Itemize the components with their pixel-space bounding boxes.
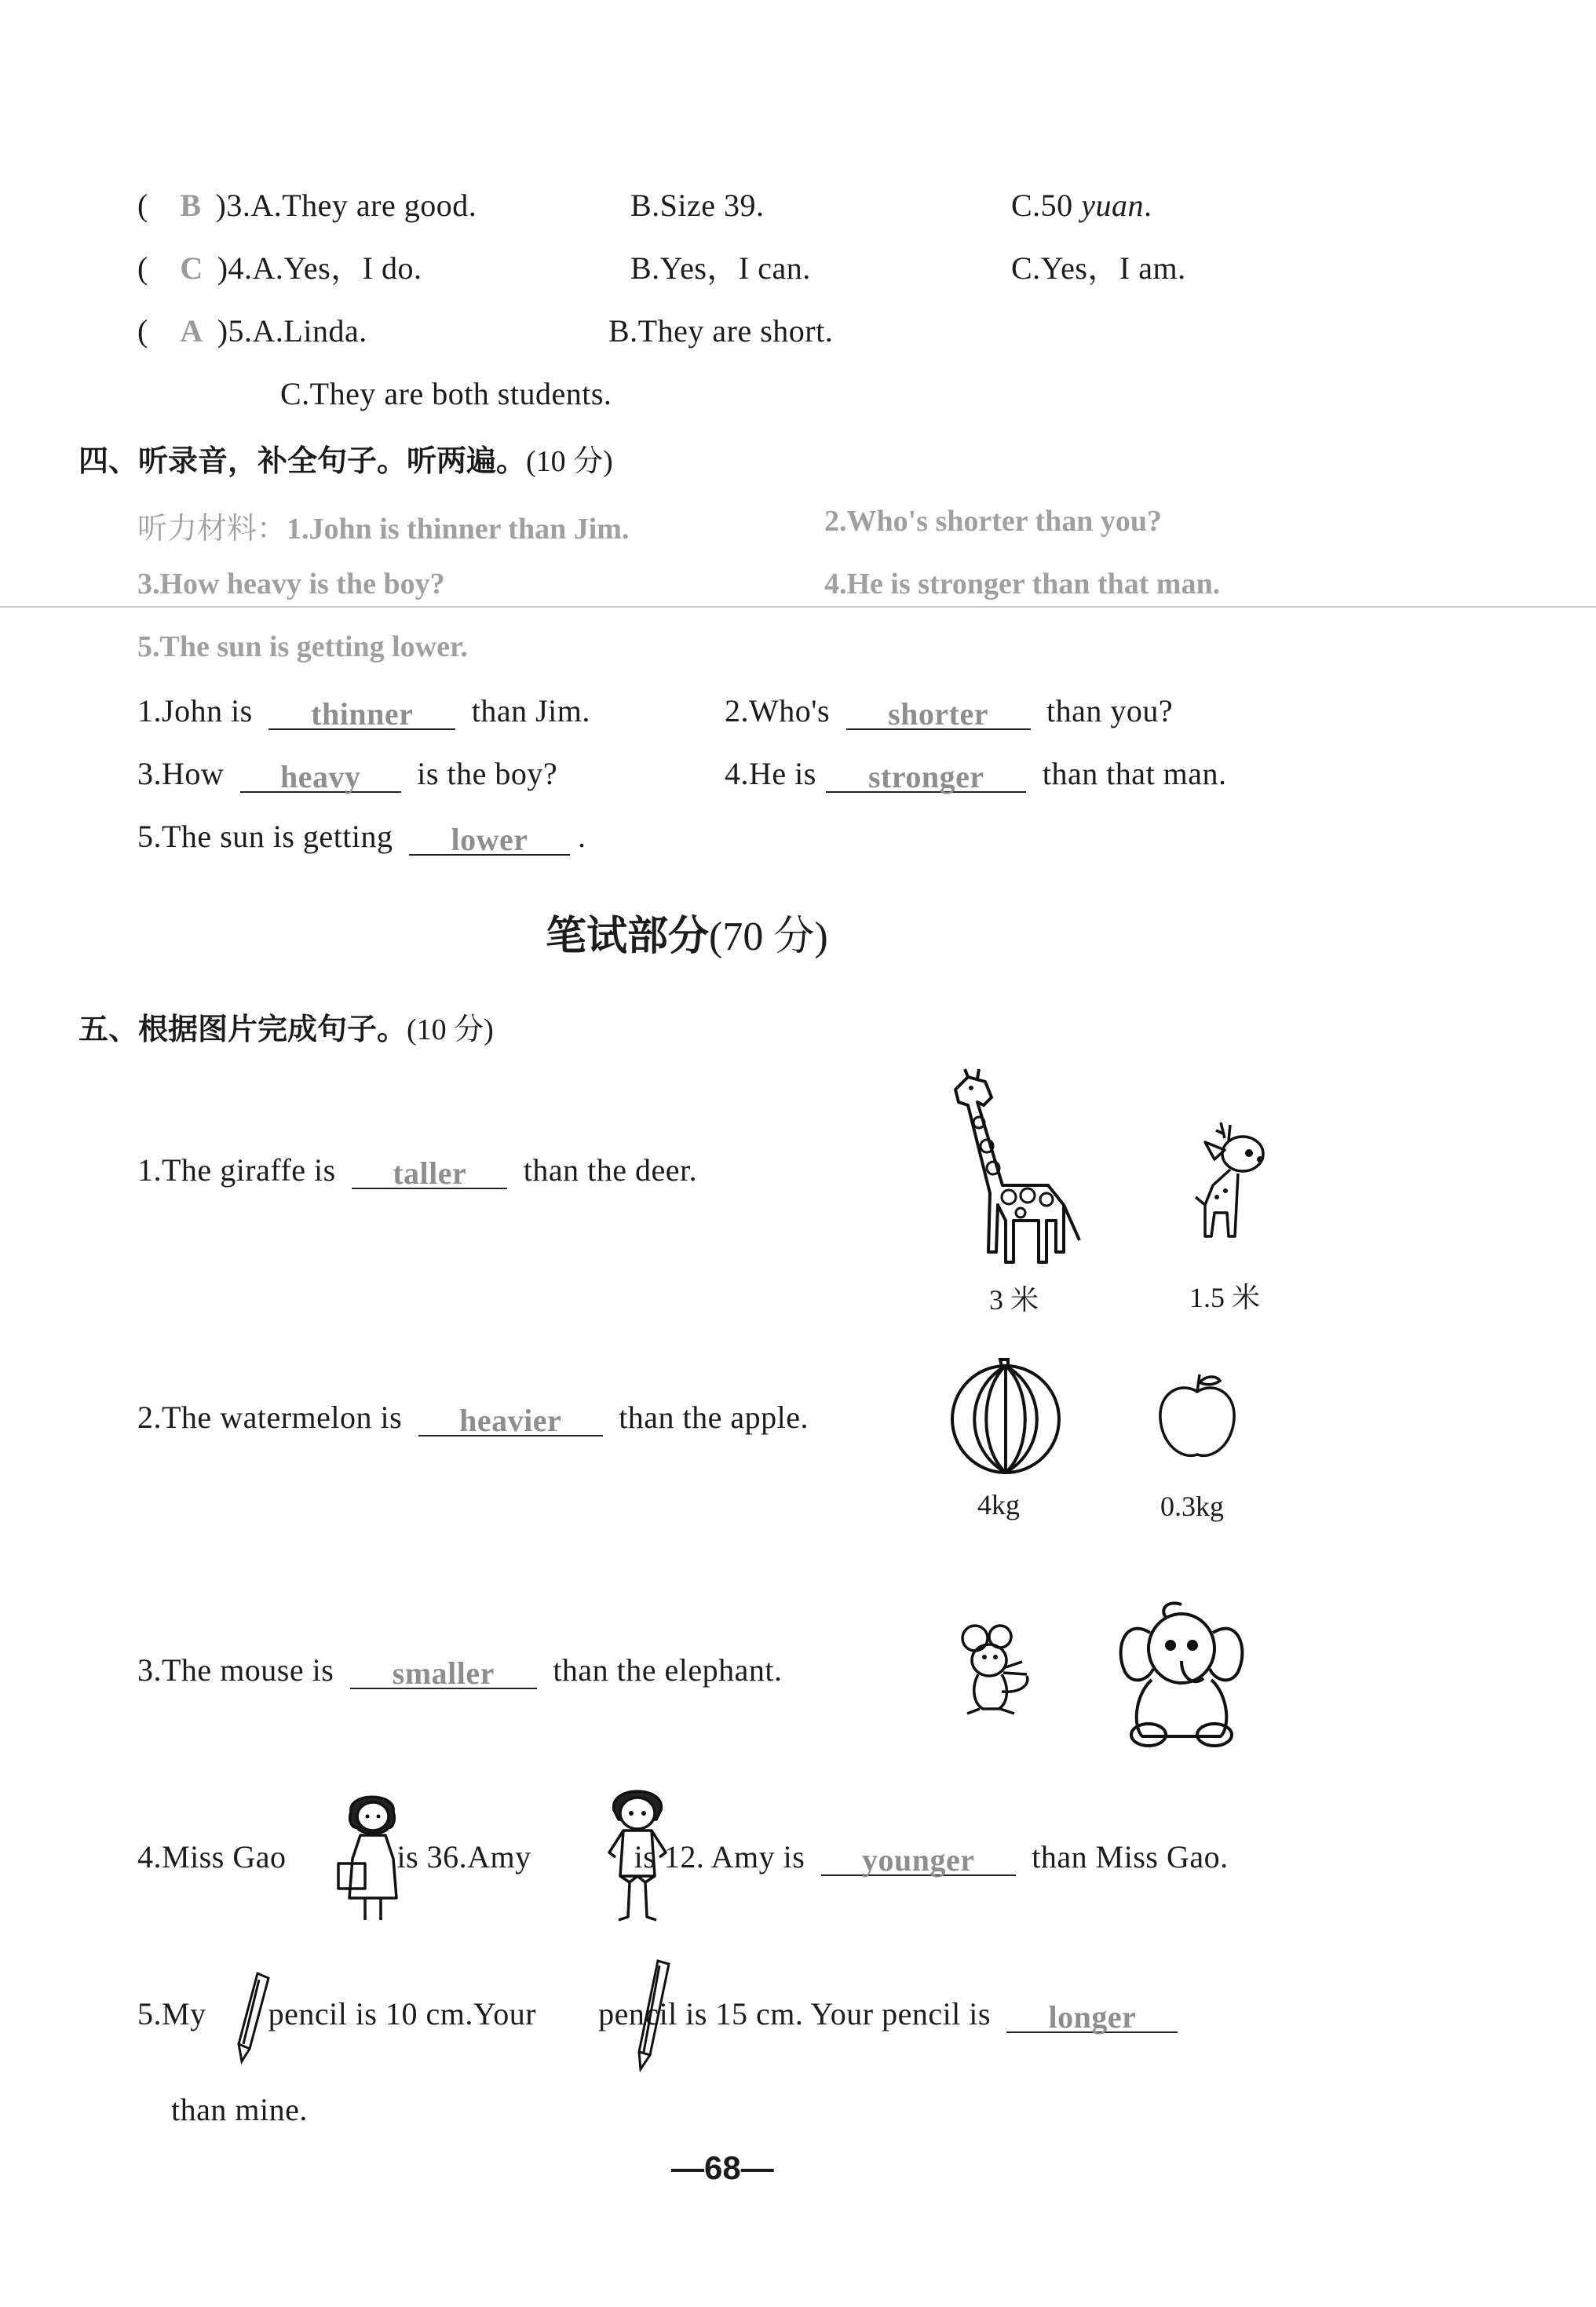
fill-answer-4: stronger — [867, 759, 984, 794]
mouse-icon — [951, 1621, 1038, 1723]
caption-deer: 1.5 米 — [1189, 1282, 1261, 1313]
q4-option-b: B.Yes，I can. — [630, 250, 811, 286]
q5-option-c: C.They are both students. — [280, 376, 612, 411]
q3-row: ( B )3.A.They are good. — [137, 188, 477, 223]
picture-item-3: 3.The mouse is smaller than the elephant. — [137, 1650, 783, 1689]
picture-answer-5: longer — [1048, 1999, 1137, 2035]
fill-answer-2: shorter — [888, 696, 988, 732]
q4-option-c: C.Yes，I am. — [1011, 250, 1186, 286]
fill-item-1: 1.John is thinner than Jim. — [137, 691, 590, 730]
listening-material-1: 听力材料：1.John is thinner than Jim. — [137, 511, 630, 546]
page-number: —68— — [671, 2149, 774, 2186]
picture-item-5-cont: than mine. — [171, 2092, 308, 2127]
q4-answer: C — [180, 250, 203, 286]
listening-material-4: 4.He is stronger than that man. — [824, 568, 1221, 600]
fill-item-3: 3.How heavy is the boy? — [137, 754, 557, 793]
q5-answer: A — [180, 313, 203, 349]
long-pencil-icon — [633, 1958, 672, 2072]
fill-item-2: 2.Who's shorter than you? — [725, 691, 1173, 730]
caption-apple: 0.3kg — [1160, 1491, 1224, 1522]
q3-option-b: B.Size 39. — [630, 188, 765, 223]
fold-line — [0, 606, 1596, 608]
q3-answer: B — [180, 188, 202, 223]
apple-icon — [1154, 1370, 1240, 1464]
girl-icon — [598, 1782, 677, 1931]
picture-answer-4: younger — [862, 1842, 975, 1878]
picture-answer-1: taller — [393, 1155, 467, 1191]
picture-item-5: 5.My pencil is 10 cm.Your pencil is 15 cm. Your pencil is longer — [137, 1994, 1185, 2033]
q3-option-c: C.50 yuan. — [1011, 188, 1152, 223]
short-pencil-icon — [234, 1970, 273, 2064]
caption-watermelon: 4kg — [977, 1489, 1020, 1520]
caption-giraffe: 3 米 — [989, 1284, 1039, 1316]
fill-item-4: 4.He is stronger than that man. — [725, 754, 1227, 793]
q5-row: ( A )5.A.Linda. — [137, 313, 367, 349]
listening-material-2: 2.Who's shorter than you? — [824, 505, 1163, 538]
listening-material-3: 3.How heavy is the boy? — [137, 568, 445, 600]
picture-item-1: 1.The giraffe is taller than the deer. — [137, 1150, 697, 1189]
elephant-icon — [1111, 1593, 1252, 1750]
picture-answer-3: smaller — [392, 1655, 495, 1691]
woman-icon — [334, 1788, 412, 1929]
q4-row: ( C )4.A.Yes，I do. — [137, 250, 422, 286]
fill-answer-1: thinner — [311, 696, 414, 732]
section4-heading: 四、听录音，补全句子。听两遍。(10 分) — [79, 444, 613, 478]
q5-option-b: B.They are short. — [608, 313, 834, 349]
fill-item-5: 5.The sun is getting lower . — [137, 816, 586, 856]
section5-heading: 五、根据图片完成句子。(10 分) — [79, 1012, 494, 1046]
written-part-title: 笔试部分(70 分) — [546, 913, 828, 960]
giraffe-icon — [946, 1068, 1087, 1272]
deer-icon — [1181, 1119, 1284, 1252]
fill-answer-5: lower — [451, 822, 528, 857]
fill-answer-3: heavy — [280, 759, 361, 794]
picture-answer-2: heavier — [459, 1403, 562, 1438]
picture-item-4: 4.Miss Gao is 36.Amy is 12. Amy is younger than Miss Gao. — [137, 1837, 1229, 1876]
picture-item-2: 2.The watermelon is heavier than the apple. — [137, 1397, 809, 1436]
watermelon-icon — [948, 1358, 1063, 1476]
listening-material-5: 5.The sun is getting lower. — [137, 630, 468, 663]
